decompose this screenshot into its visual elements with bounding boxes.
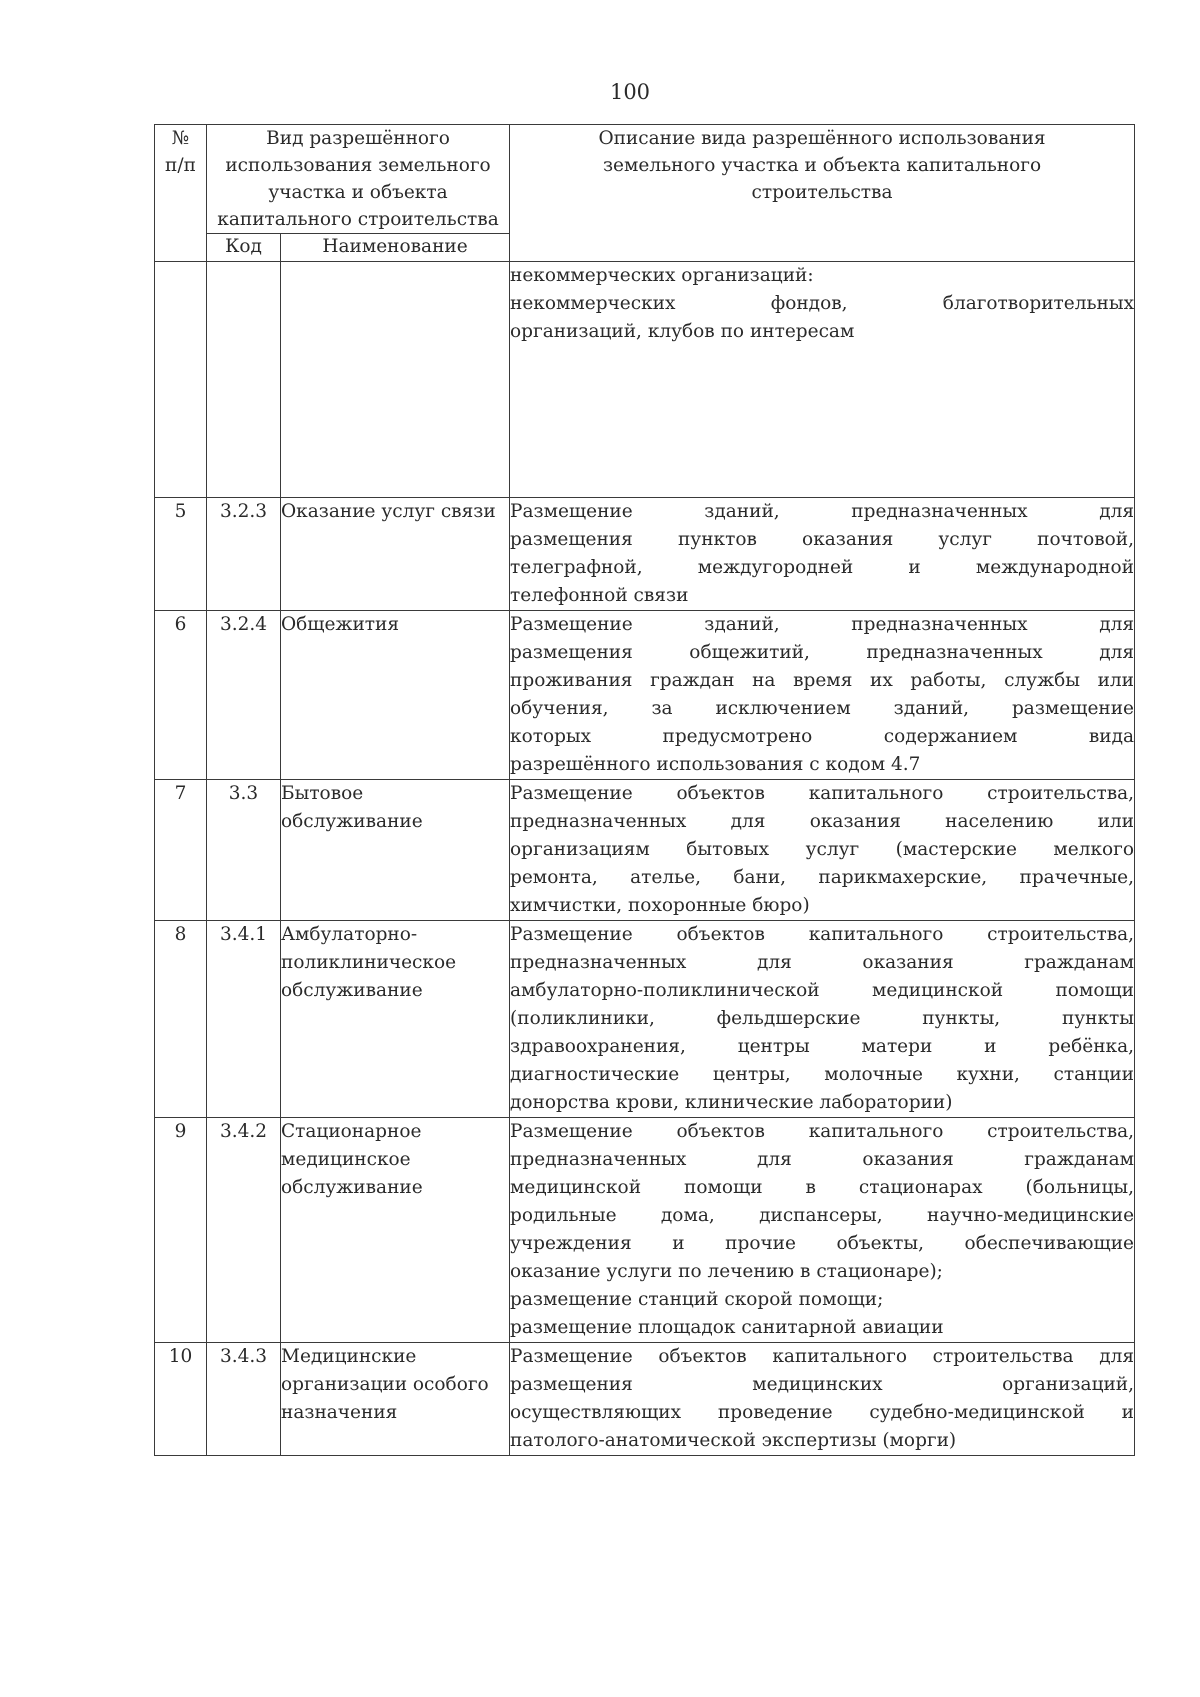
- header-number-line: п/п: [165, 155, 196, 176]
- description-line: Размещение объектов капитального строительства для: [510, 1346, 1135, 1367]
- row-description: [510, 921, 1135, 1118]
- description-line: Размещение зданий, предназначенных для: [510, 501, 1135, 522]
- row-name: [281, 1118, 510, 1343]
- table-row-continuation: [155, 262, 1135, 498]
- description-line: размещения общежитий, предназначенных для: [510, 642, 1135, 663]
- header-land-use-type: [207, 125, 510, 234]
- header-code: Код: [207, 234, 281, 262]
- table-row: [155, 780, 1135, 921]
- description-line: ремонта, ателье, бани, парикмахерские, прачечные,: [510, 867, 1135, 888]
- row-description: [510, 1343, 1135, 1456]
- row-description: [510, 498, 1135, 611]
- row-code: 3.4.3: [207, 1343, 281, 1456]
- header-description-line: земельного участка и объекта капитального: [602, 155, 1042, 176]
- description-line: диагностические центры, молочные кухни, станции: [510, 1064, 1135, 1085]
- description-line: размещения пунктов оказания услуг почтовой,: [510, 529, 1135, 550]
- page-number: 100: [609, 80, 651, 104]
- description-line: учреждения и прочие объекты, обеспечивающие: [510, 1233, 1135, 1254]
- description-line: которых предусмотрено содержанием вида: [510, 726, 1135, 747]
- description-line: здравоохранения, центры матери и ребёнка,: [510, 1036, 1135, 1057]
- description-line: родильные дома, диспансеры, научно-медицинские: [510, 1205, 1135, 1226]
- name-line: обслуживание: [281, 980, 423, 1001]
- row-name: [281, 780, 510, 921]
- name-line: Общежития: [281, 614, 400, 635]
- row-code: [207, 262, 281, 498]
- row-number: 5: [155, 498, 207, 611]
- description-line: обучения, за исключением зданий, размещение: [510, 698, 1135, 719]
- name-line: назначения: [281, 1402, 398, 1423]
- row-name: [281, 921, 510, 1118]
- description-line: размещения медицинских организаций,: [510, 1374, 1135, 1395]
- row-number: 10: [155, 1343, 207, 1456]
- description-line: телефонной связи: [510, 585, 689, 606]
- description-line: осуществляющих проведение судебно-медицинской и: [510, 1402, 1135, 1423]
- name-line: Оказание услуг связи: [281, 501, 496, 522]
- header-number-line: №: [171, 128, 190, 149]
- description-line: проживания граждан на время их работы, службы или: [510, 670, 1135, 691]
- description-line: медицинской помощи в стационарах (больницы,: [510, 1177, 1135, 1198]
- description-line: амбулаторно-поликлинической медицинской помощи: [510, 980, 1135, 1001]
- description-line: телеграфной, междугородней и международной: [510, 557, 1135, 578]
- header-land-use-type-line: капитального строительства: [217, 209, 499, 230]
- row-description: [510, 611, 1135, 780]
- description-line: Размещение объектов капитального строительства,: [510, 924, 1135, 945]
- row-number: 6: [155, 611, 207, 780]
- row-code: 3.2.4: [207, 611, 281, 780]
- row-number: [155, 262, 207, 498]
- header-description: [510, 125, 1135, 262]
- row-code: 3.3: [207, 780, 281, 921]
- row-code: 3.2.3: [207, 498, 281, 611]
- table-row: [155, 1118, 1135, 1343]
- row-name: [281, 1343, 510, 1456]
- description-line: химчистки, похоронные бюро): [510, 895, 810, 916]
- description-line: разрешённого использования с кодом 4.7: [510, 754, 921, 775]
- row-number: 7: [155, 780, 207, 921]
- header-land-use-type-line: использования земельного: [225, 155, 491, 176]
- description-line: Размещение объектов капитального строительства,: [510, 783, 1135, 804]
- header-row: [155, 125, 1135, 234]
- header-land-use-type-line: Вид разрешённого: [266, 128, 450, 149]
- header-description-line: Описание вида разрешённого использования: [598, 128, 1046, 149]
- description-line: донорства крови, клинические лаборатории): [510, 1092, 953, 1113]
- name-line: Стационарное: [281, 1121, 422, 1142]
- name-line: поликлиническое: [281, 952, 457, 973]
- row-name: [281, 611, 510, 780]
- description-line: Размещение зданий, предназначенных для: [510, 614, 1135, 635]
- description-line: патолого-анатомической экспертизы (морги): [510, 1430, 957, 1451]
- header-number: [155, 125, 207, 262]
- description-line: предназначенных для оказания гражданам: [510, 1149, 1135, 1170]
- land-use-table: [154, 124, 1135, 1456]
- description-line: размещение станций скорой помощи;: [510, 1289, 884, 1310]
- table-row: [155, 1343, 1135, 1456]
- description-line: организаций, клубов по интересам: [510, 321, 855, 342]
- row-number: 8: [155, 921, 207, 1118]
- description-line: Размещение объектов капитального строительства,: [510, 1121, 1135, 1142]
- row-description: [510, 780, 1135, 921]
- name-line: Бытовое: [281, 783, 364, 804]
- table-row: [155, 921, 1135, 1118]
- name-line: Амбулаторно-: [281, 924, 418, 945]
- name-line: организации особого: [281, 1374, 489, 1395]
- row-number: 9: [155, 1118, 207, 1343]
- table-row: [155, 498, 1135, 611]
- description-line: некоммерческих фондов, благотворительных: [510, 293, 1135, 314]
- description-line: предназначенных для оказания гражданам: [510, 952, 1135, 973]
- header-land-use-type-line: участка и объекта: [268, 182, 448, 203]
- name-line: медицинское: [281, 1149, 411, 1170]
- description-line: оказание услуги по лечению в стационаре);: [510, 1261, 943, 1282]
- row-description: [510, 262, 1135, 498]
- row-name: [281, 262, 510, 498]
- description-line: предназначенных для оказания населению или: [510, 811, 1135, 832]
- row-code: 3.4.2: [207, 1118, 281, 1343]
- row-name: [281, 498, 510, 611]
- row-description: [510, 1118, 1135, 1343]
- description-line: организациям бытовых услуг (мастерские мелкого: [510, 839, 1135, 860]
- header-name: Наименование: [281, 234, 510, 262]
- name-line: Медицинские: [281, 1346, 417, 1367]
- table-row: [155, 611, 1135, 780]
- row-code: 3.4.1: [207, 921, 281, 1118]
- description-line: (поликлиники, фельдшерские пункты, пункты: [510, 1008, 1135, 1029]
- name-line: обслуживание: [281, 1177, 423, 1198]
- description-line: размещение площадок санитарной авиации: [510, 1317, 944, 1338]
- description-line: некоммерческих организаций:: [510, 265, 814, 286]
- header-description-line: строительства: [751, 182, 893, 203]
- name-line: обслуживание: [281, 811, 423, 832]
